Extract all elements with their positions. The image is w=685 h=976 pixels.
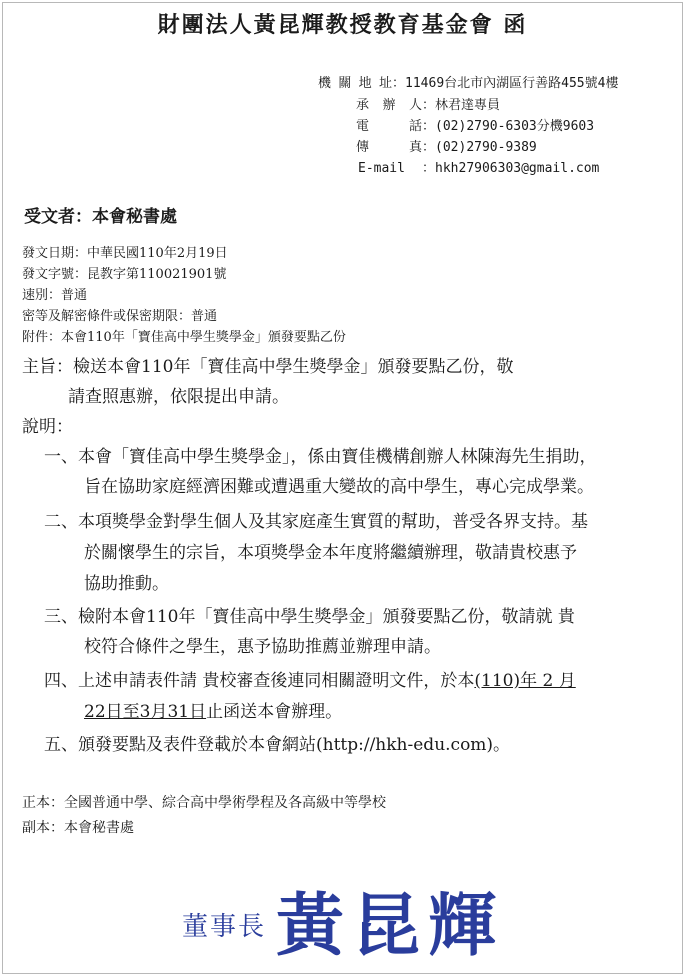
handler-label: 承 辦 人 xyxy=(356,98,422,113)
item1-line1: 一、本會「寶佳高中學生獎學金」，係由寶佳機構創辦人林陳海先生捐助， xyxy=(44,447,597,467)
item4-line1-text: 四、上述申請表件請 貴校審查後連同相關證明文件，於本 xyxy=(44,671,475,691)
main-recipients: 正本：全國普通中學、綜合高中學術學程及各高級中等學校 xyxy=(22,795,386,811)
fax-value: (02)2790-9389 xyxy=(435,140,537,155)
recipient: 受文者：本會秘書處 xyxy=(24,207,177,227)
email-value: hkh27906303@gmail.com xyxy=(435,161,600,176)
item2-line3: 協助推動。 xyxy=(84,574,169,594)
speed: 速別：普通 xyxy=(22,288,88,303)
address-label: 機關地址 xyxy=(318,76,392,91)
item4-line1-underlined: (110)年 2 月 xyxy=(474,671,576,691)
address-line: 機關地址：11469台北市內湖區行善路455號4樓 xyxy=(318,72,618,91)
address-value: 11469台北市內湖區行善路455號4樓 xyxy=(405,76,619,91)
item5-line: 五、頒發要點及表件登載於本會網站(http://hkh-edu.com)。 xyxy=(44,735,511,755)
item2-line2: 於關懷學生的宗旨，本項獎學金本年度將繼續辦理，敬請貴校惠予 xyxy=(84,543,577,563)
email-line: E-mail ：hkh27906303@gmail.com xyxy=(358,161,600,176)
security: 密等及解密條件或保密期限：普通 xyxy=(22,309,218,324)
subject-line-1: 主旨：檢送本會110年「寶佳高中學生獎學金」頒發要點乙份，敬 xyxy=(22,357,514,377)
item4-line2-underlined: 22日至3月31日 xyxy=(84,702,207,722)
handler-line: 承 辦 人：林君達專員 xyxy=(356,94,500,113)
carbon-copy: 副本：本會秘書處 xyxy=(22,820,134,836)
handler-value: 林君達專員 xyxy=(435,98,501,113)
fax-line: 傳 真：(02)2790-9389 xyxy=(356,136,537,155)
attachment: 附件：本會110年「寶佳高中學生獎學金」頒發要點乙份 xyxy=(22,330,346,345)
doc-number: 發文字號：昆教字第110021901號 xyxy=(22,267,227,282)
phone-line: 電 話：(02)2790-6303分機9603 xyxy=(356,115,594,134)
document-title: 財團法人黃昆輝教授教育基金會 函 xyxy=(157,12,528,38)
signature-name: 黃昆輝 xyxy=(276,886,505,966)
email-label: E-mail xyxy=(358,161,405,176)
send-date: 發文日期：中華民國110年2月19日 xyxy=(22,246,228,261)
signature-title: 董事長 xyxy=(182,912,267,942)
item4-line2 xyxy=(84,697,342,722)
item3-line2: 校符合條件之學生，惠予協助推薦並辦理申請。 xyxy=(84,637,441,657)
explain-heading: 說明： xyxy=(22,417,73,437)
item4-line2-text: 止函送本會辦理。 xyxy=(206,702,343,722)
subject-line-2: 請查照惠辦，依限提出申請。 xyxy=(68,387,289,407)
item3-line1: 三、檢附本會110年「寶佳高中學生獎學金」頒發要點乙份，敬請就 貴 xyxy=(44,607,575,627)
phone-value: (02)2790-6303分機9603 xyxy=(435,119,595,134)
item2-line1: 二、本項獎學金對學生個人及其家庭產生實質的幫助，普受各界支持。基 xyxy=(44,512,588,532)
item4-line1 xyxy=(44,666,576,691)
item1-line2: 旨在協助家庭經濟困難或遭遇重大變故的高中學生，專心完成學業。 xyxy=(84,477,594,497)
fax-label: 傳 真 xyxy=(356,140,422,155)
phone-label: 電 話 xyxy=(356,119,422,134)
